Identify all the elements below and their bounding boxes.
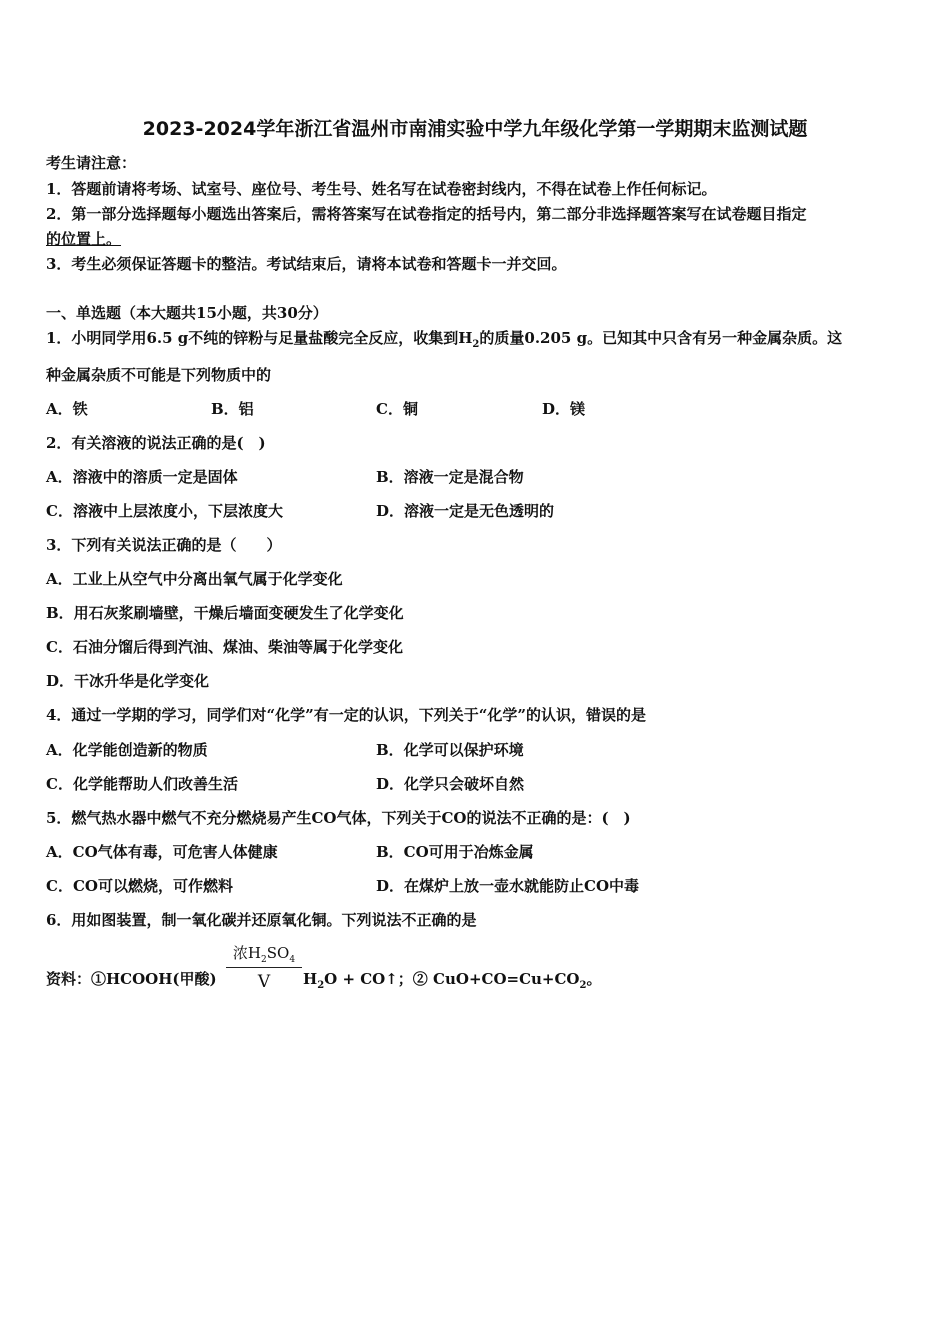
q1-option-c: C．铜	[376, 400, 418, 418]
catalyst-text-a: 浓H	[232, 944, 262, 962]
page-title: 2023-2024学年浙江省温州市南浦实验中学九年级化学第一学期期末监测试题	[142, 118, 808, 140]
catalyst-sub-1: 2	[261, 955, 267, 965]
catalyst-text-b: SO	[266, 944, 290, 962]
eq-text-a: H	[303, 970, 318, 988]
eq-end: 。	[586, 970, 602, 988]
q4-stem: 4．通过一学期的学习，同学们对“化学”有一定的认识，下列关于“化学”的认识，错误的是	[46, 706, 646, 724]
q6-stem: 6．用如图装置，制一氧化碳并还原氧化铜。下列说法不正确的是	[46, 911, 477, 929]
q1-option-d: D．镁	[542, 400, 586, 418]
q1-option-b: B．铝	[211, 400, 254, 418]
q4-option-a: A．化学能创造新的物质	[46, 741, 208, 759]
q2-option-a: A．溶液中的溶质一定是固体	[46, 468, 238, 486]
eq-text-b: O + CO↑；② CuO+CO=Cu+CO	[324, 970, 580, 988]
condition-heat-symbol: V	[257, 972, 271, 992]
reaction-condition	[226, 942, 302, 992]
q5-option-a: A．CO气体有毒，可危害人体健康	[46, 843, 278, 861]
q1-text-a: 1．小明同学用6.5 g不纯的锌粉与足量盐酸完全反应，收集到H	[46, 329, 473, 347]
q3-option-d: D．干冰升华是化学变化	[46, 672, 210, 690]
section-heading: 一、单选题（本大题共15小题，共30分）	[46, 304, 328, 322]
q6-reference-equations	[303, 968, 602, 991]
q5-option-c: C．CO可以燃烧，可作燃料	[46, 877, 233, 895]
q2-stem: 2．有关溶液的说法正确的是( )	[46, 434, 266, 452]
q5-option-b: B．CO可用于冶炼金属	[376, 843, 534, 861]
q5-option-d: D．在煤炉上放一壶水就能防止CO中毒	[376, 877, 640, 895]
q1-stem-line2: 种金属杂质不可能是下列物质中的	[46, 366, 272, 384]
q4-option-b: B．化学可以保护环境	[376, 741, 524, 759]
q2-option-b: B．溶液一定是混合物	[376, 468, 524, 486]
catalyst-sub-2: 4	[289, 955, 296, 965]
q3-option-a: A．工业上从空气中分离出氧气属于化学变化	[46, 570, 343, 588]
q1-text-b: 的质量0.205 g。已知其中只含有另一种金属杂质。这	[479, 329, 843, 347]
q3-option-c: C．石油分馏后得到汽油、煤油、柴油等属于化学变化	[46, 638, 403, 656]
eq-sub-2: 2	[579, 980, 587, 991]
notice-item-2-underlined: 的位置上。	[46, 230, 122, 248]
q3-option-b: B．用石灰浆刷墙壁，干燥后墙面变硬发生了化学变化	[46, 604, 404, 622]
notice-heading: 考生请注意：	[46, 154, 137, 172]
q2-option-d: D．溶液一定是无色透明的	[376, 502, 555, 520]
notice-item-2-cont	[46, 228, 121, 249]
q1-option-a: A．铁	[46, 400, 88, 418]
q1-stem-line1	[46, 327, 842, 350]
q4-option-c: C．化学能帮助人们改善生活	[46, 775, 238, 793]
eq-sub-1: 2	[317, 980, 325, 991]
q4-option-d: D．化学只会破坏自然	[376, 775, 525, 793]
q5-stem: 5．燃气热水器中燃气不充分燃烧易产生CO气体，下列关于CO的说法不正确的是：( )	[46, 809, 631, 827]
notice-item-3: 3．考生必须保证答题卡的整洁。考试结束后，请将本试卷和答题卡一并交回。	[46, 255, 567, 273]
notice-item-1: 1．答题前请将考场、试室号、座位号、考生号、姓名写在试卷密封线内，不得在试卷上作任何标记。	[46, 180, 717, 198]
q2-option-c: C．溶液中上层浓度小，下层浓度大	[46, 502, 283, 520]
q1-sub: 2	[472, 339, 480, 350]
condition-catalyst	[226, 942, 302, 968]
q6-reference-prefix: 资料：①HCOOH(甲酸)	[46, 970, 217, 988]
q3-stem: 3．下列有关说法正确的是（ ）	[46, 536, 282, 554]
notice-item-2: 2．第一部分选择题每小题选出答案后，需将答案写在试卷指定的括号内，第二部分非选择题答案写在试卷题目指定	[46, 205, 807, 223]
